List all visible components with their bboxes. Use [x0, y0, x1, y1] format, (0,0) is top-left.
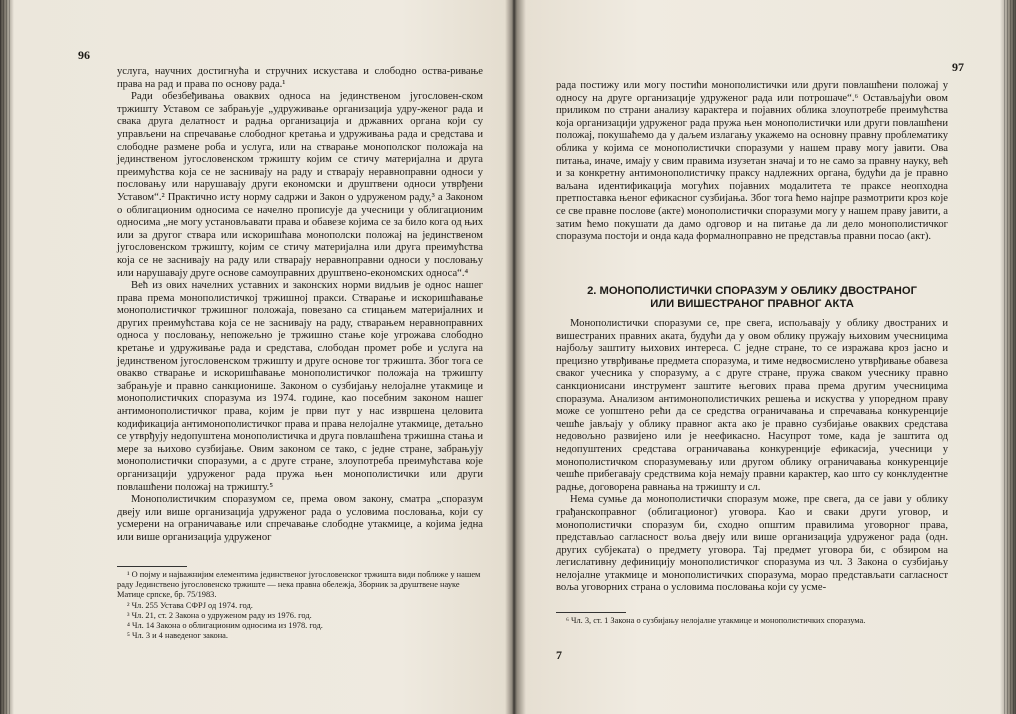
paragraph: услуга, научних достигнућа и стручних искустава и слободно оства-ривање права на рад и права по основу рада.¹	[117, 66, 483, 90]
footnote-rule	[556, 612, 626, 613]
paragraph: Монополистичким споразумом се, према овом закону, сматра „споразум двеју или више организација удруженог рада о условима пословања, који су усмерени на ограничавање или спречавање слободне утакмице, а којима једна или више организација удруженог	[117, 494, 483, 543]
heading-line: ИЛИ ВИШЕСТРАНОГ ПРАВНОГ АКТА	[650, 298, 854, 310]
footnote: ³ Чл. 21, ст. 2 Закона о удруженом раду из 1976. год.	[127, 610, 312, 620]
footnote: ⁶ Чл. 3, ст. 1 Закона о сузбијању нелојалне утакмице и монополистичких споразума.	[566, 616, 866, 625]
section-heading	[556, 285, 948, 311]
footnote-rule	[117, 566, 187, 567]
footnote: ⁵ Чл. 3 и 4 наведеног закона.	[127, 631, 228, 641]
footnote: ² Чл. 255 Устава СФРЈ од 1974. год.	[127, 600, 253, 610]
page-edge	[1004, 0, 1016, 714]
paragraph: рада постижу или могу постићи монополистички или други повлашћени положај у односу на друге организације удруженог рада или потрошаче“.⁶ Остављајући овом приликом по страни анализу карактера и појавних облика злоупотребе преимућства која организацији удруженог рада пружа њен монополистички или други повлашћени положај, покушаћемо да у даљем излагању укажемо на основну правну проблематику облика у којима се монополистички споразуми у нашем праву могу јавити. Ова питања, иначе, имају у свим правима изузетан значај и то не само за правну науку, већ и за конкретну антимонополистичку праксу надлежних органа, будући да је правно ваљана идентификација могућих појавних модалитета те праксе неопходна претпоставка њеног ефикасног сузбијања. Због тога ћемо најпре размотрити кроз које се све правне послове (акте) монополистички споразуми могу у нашем праву јавити, а затим ћемо покушати да дамо одговор и на питање да ли дело монополистичког споразума постоји и онда када формалноправно не представља правни посао (акт).	[556, 80, 948, 243]
page-number: 97	[952, 60, 964, 74]
signature-mark: 7	[556, 648, 562, 662]
right-page	[515, 0, 1016, 714]
body-text-top	[556, 80, 948, 244]
footnotes	[117, 566, 483, 641]
body-text-bottom	[556, 318, 948, 595]
footnote: ⁴ Чл. 14 Закона о облигационим односима из 1978. год.	[127, 621, 323, 631]
paragraph: Ради обезбеђивања оваквих односа на јединственом југословен-ском тржишту Уставом се забрањује „удруживање организација удру-женог рада и свака друга делатност и радња организација и државних органа који су управљени на спречавање слободног кретања и удруживања рада и средстава и слободне размене роба и услуга, или на стварање монополског положаја на јединственом југословенском тржишту којим се стичу материјална и друга преимућства која се не заснивају на раду и стварају неравноправни односи у пословању или нарушавају други економски и друштвени односи утврђени Уставом“.² Практично исту норму садржи и Закон о удруженом раду,³ а Законом о облигационим односима се начелно прописује да учесници у облигационим односима „не могу установљавати права и обавезе којима се за било кога од њих или за другог ствара или искоришћава монополски положај на јединственом југословенском тржишту, којим се стичу материјална или друга преимућства која се не заснивају на раду или стварају неравноправни односи у пословању или нарушавају друге основе самоуправних друштвено-економских односа“.⁴	[117, 91, 483, 279]
page-number: 96	[78, 48, 90, 62]
heading-line: 2. МОНОПОЛИСТИЧКИ СПОРАЗУМ У ОБЛИКУ ДВОСТРАНОГ	[587, 285, 917, 297]
footnote: ¹ О појму и најважнијим елементима јединственог југословенског тржишта види поближе у нашем раду Јединствено југословенско тржиште — нека правна обележја, Зборник за друштвене науке Матице српске, бр. 75/1983.	[117, 570, 481, 600]
footnotes	[556, 612, 948, 626]
paragraph: Монополистички споразуми се, пре свега, испољавају у облику двостраних и вишестраних правних аката, будући да у овом облику пружају њиховим учесницима најбољу заштиту њихових интереса. С једне стране, то се изражава кроз јасно и прецизно утврђивање предмета споразума, и тиме недвосмислено утврђивање обавеза сваког учесника у споразуму, а с друге стране, пружа сваком учеснику правно санкционисани инструмент заштите његових права према другим учесницима споразума. Анализом антимонополистичких решења и искуства у упоредном праву може се уопштено рећи да се средства ограничавања и спречавања конкуренције чешће јављају у облику правног акта ако је правно сузбијање оваквих средстава недовољно развијено или је неефикасно. Насупрот томе, када је заштита од недопуштених средстава ограничавања конкуренције ефикасија, учесници у монополистичком споразумевању или другом облику ограничавања конкуренције чешће прибегавају средствима која немају правни карактер, као што су конклудентне радње, договорена равнања на тржишту и сл.	[556, 318, 948, 493]
page-edge	[0, 0, 12, 714]
paragraph: Већ из ових начелних уставних и законских норми видљив је однос нашег права према монополистичкој тржишној пракси. Стварање и искоришћавање монополистичког тржишног положаја, повезано са стицањем материјалних и других преимућстава која се не заснивају на раду, стварањем неравноправних односа у пословању, непожељно је тржишно стање које угрожава слободно кретање и удруживање рада и средстава, слободан промет робе и услуга на јединственом југословенском тржишту и друге основе тог тржишта. Због тога се овакво стварање и искоришћавање монополистичког положаја на тржишту забрањује и правно санкционише. Законом о сузбијању нелојалне утакмице и монополистичких споразума из 1974. године, као посебним законом нашег антимонополистичког права, којим је први пут у нас извршена целовита кодификација антимонополистичког права и права нелојалне утакмице, детаљно се утврђују недопуштена монополистичка и друга повлашћена тржишна стања и мере за њихово сузбијање. Овим законом се тако, с једне стране, забрањују монополистички споразуми, а с друге стране, злоупотреба преимућстава које организацији удруженог рада пружа њен монополистички или други повлашћени положај на тржишту.⁵	[117, 280, 483, 493]
body-text	[117, 66, 483, 545]
paragraph: Нема сумње да монополистички споразум може, пре свега, да се јави у облику грађанскоправног (облигационог) уговора. Као и сваки други уговор, и монополистички споразум би, сходно општим правилима уговорног права, представљао сагласност воља двеју или више организација удруженог рада (одн. других субјеката) о предмету уговора. Тај предмет уговора би, с обзиром на легислативну дефиницију монополистичког споразума из чл. 3 Закона о сузбијању нелојалне утакмице и монополистичких споразума, морао представљати сагласност воља уговорних страна о условима пословања који су усме-	[556, 494, 948, 594]
